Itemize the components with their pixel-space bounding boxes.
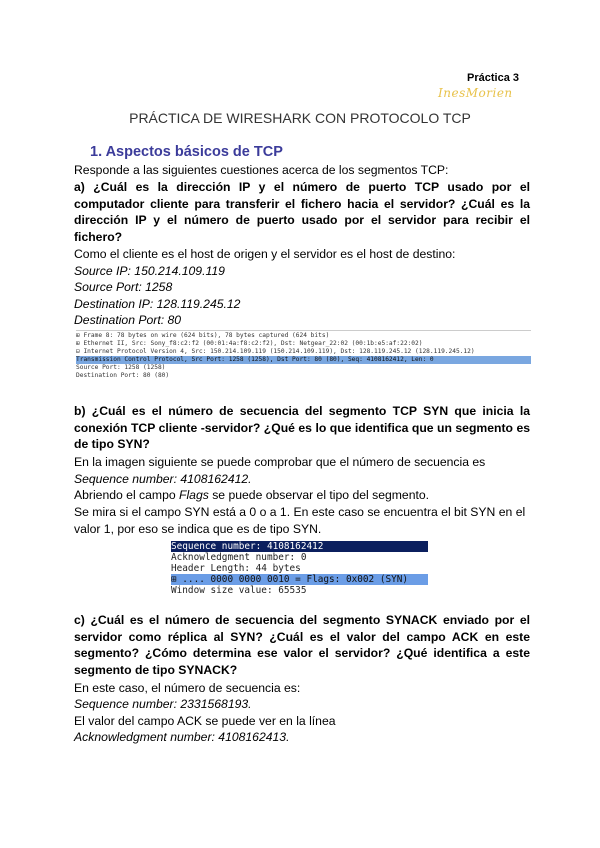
answer-a-source-port: Source Port: 1258 xyxy=(74,280,173,294)
answer-a-source-ip: Source IP: 150.214.109.119 xyxy=(74,264,225,278)
document-title: PRÁCTICA DE WIRESHARK CON PROTOCOLO TCP xyxy=(129,110,471,126)
packet-line: ⊞ Frame 8: 78 bytes on wire (624 bits), 78 bytes captured (624 bits) xyxy=(76,332,330,339)
answer-a-dest-ip: Destination IP: 128.119.245.12 xyxy=(74,297,241,311)
question-c: c) ¿Cuál es el número de secuencia del segmento SYNACK enviado por el servidor como réplica al SYN? ¿Cuál es el valor del campo ACK en este segmento? ¿Cómo determina ese valor el servidor? ¿Qué identifica a este segmento de tipo SYNACK? xyxy=(74,613,530,677)
answer-b-line2-pre: Abriendo el campo xyxy=(74,488,180,502)
author-signature: InesMorien xyxy=(438,86,513,100)
answer-c-ack: Acknowledgment number: 4108162413. xyxy=(74,730,290,744)
packet-line: Source Port: 1258 (1258) xyxy=(76,364,166,371)
section-intro: Responde a las siguientes cuestiones acerca de los segmentos TCP: xyxy=(74,163,449,177)
wireshark-packet-details-2 xyxy=(171,541,428,596)
answer-b-flags: Flags xyxy=(179,488,209,502)
packet-line: ⊞ Ethernet II, Src: Sony_f8:c2:f2 (00:01:4a:f8:c2:f2), Dst: Netgear_22:02 (00:1b:e5:af:22:02) xyxy=(76,340,423,347)
answer-c-line1: En este caso, el número de secuencia es: xyxy=(74,681,301,695)
answer-b-line1: En la imagen siguiente se puede comprobar que el número de secuencia es xyxy=(74,455,486,469)
packet-line: Acknowledgment number: 0 xyxy=(171,552,307,563)
question-a: a) ¿Cuál es la dirección IP y el número de puerto TCP usado por el computador cliente para transferir el fichero hacia el servidor? ¿Cuál es la dirección IP y el número de puerto usado por el servidor para recibir el fichero? xyxy=(74,180,530,244)
answer-b-line2 xyxy=(74,487,530,504)
packet-line-selected: Sequence number: 4108162412 xyxy=(171,541,428,552)
packet-line-highlighted: Transmission Control Protocol, Src Port: 1258 (1258), Dst Port: 80 (80), Seq: 4108162412, Len: 0 xyxy=(76,356,531,364)
answer-b-seq: Sequence number: 4108162412. xyxy=(74,472,252,486)
packet-line: Destination Port: 80 (80) xyxy=(76,372,170,379)
section-title: 1. Aspectos básicos de TCP xyxy=(90,144,283,160)
answer-c-seq: Sequence number: 2331568193. xyxy=(74,697,252,711)
wireshark-packet-details-1 xyxy=(76,330,531,385)
packet-line: ⊟ Internet Protocol Version 4, Src: 150.214.109.119 (150.214.109.119), Dst: 128.119.245.12 (128.119.245.12) xyxy=(76,348,475,355)
packet-line: Window size value: 65535 xyxy=(171,585,307,596)
packet-line-flags: ⊞ .... 0000 0000 0010 = Flags: 0x002 (SYN) xyxy=(171,574,428,585)
answer-c-line2: El valor del campo ACK se puede ver en la línea xyxy=(74,714,336,728)
question-b: b) ¿Cuál es el número de secuencia del segmento TCP SYN que inicia la conexión TCP cliente -servidor? ¿Qué es lo que identifica que un segmento es de tipo SYN? xyxy=(74,404,530,451)
packet-line: Header Length: 44 bytes xyxy=(171,563,301,574)
practice-label: Práctica 3 xyxy=(467,72,519,84)
answer-b-line2-post: se puede observar el tipo del segmento. xyxy=(208,488,430,502)
answer-a-intro: Como el cliente es el host de origen y el servidor es el host de destino: xyxy=(74,247,456,261)
answer-b-line3: Se mira si el campo SYN está a 0 o a 1. En este caso se encuentra el bit SYN en el valor 1, por eso se indica que es de tipo SYN. xyxy=(74,505,526,536)
answer-a-dest-port: Destination Port: 80 xyxy=(74,313,182,327)
